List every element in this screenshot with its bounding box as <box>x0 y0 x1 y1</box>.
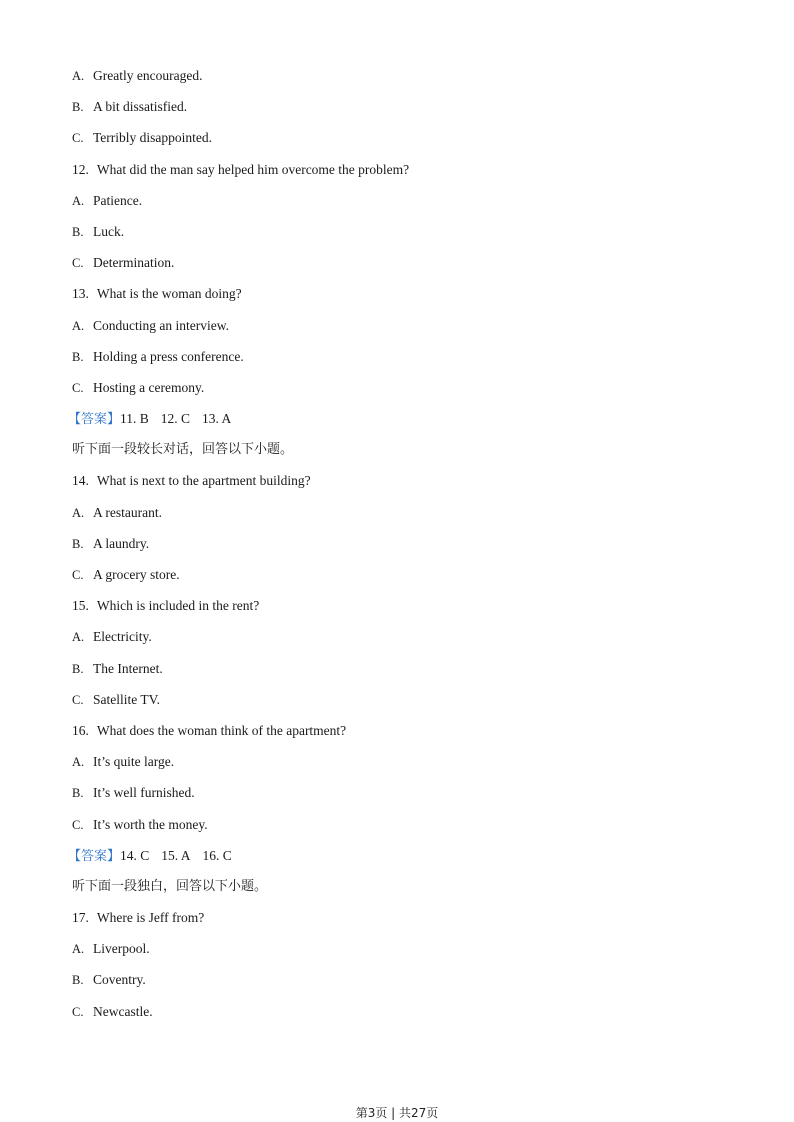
option-letter: C. <box>72 256 84 271</box>
option-letter: B. <box>72 349 84 364</box>
answer-option <box>72 627 732 658</box>
option-letter: A. <box>72 630 85 645</box>
option-letter: B. <box>72 224 84 239</box>
option-text: Patience. <box>93 192 143 208</box>
option-text: Conducting an interview. <box>93 317 229 333</box>
answer-option <box>72 970 732 1001</box>
option-letter: C. <box>72 568 84 582</box>
option-text: Luck. <box>93 223 125 239</box>
question <box>72 596 732 627</box>
answer-key <box>68 846 732 877</box>
answer-option <box>72 191 732 222</box>
option-text: It’s quite large. <box>93 754 175 770</box>
answer-option <box>72 939 732 970</box>
answer-option <box>72 815 732 846</box>
answer-option <box>72 128 732 159</box>
question-text: Which is included in the rent? <box>96 598 260 614</box>
answer-item: 15. A <box>161 847 191 863</box>
answer-option <box>72 783 732 814</box>
answer-label: 【答案】 <box>68 848 121 864</box>
option-text: The Internet. <box>93 660 163 676</box>
question <box>72 160 732 191</box>
answer-option <box>72 97 732 128</box>
answer-option <box>72 253 732 284</box>
answer-item: 14. C <box>120 847 150 863</box>
question-text: What does the woman think of the apartment? <box>96 722 347 738</box>
option-letter: B. <box>72 536 84 551</box>
answer-option <box>72 316 732 347</box>
option-letter: C. <box>72 380 84 395</box>
answer-option <box>72 222 732 253</box>
question <box>72 284 732 315</box>
option-text: Terribly disappointed. <box>93 130 213 146</box>
option-text: Determination. <box>93 255 175 271</box>
question-number: 16. <box>72 722 89 738</box>
option-letter: C. <box>72 131 84 146</box>
option-letter: B. <box>72 786 84 801</box>
question-number: 17. <box>72 910 89 926</box>
question <box>72 471 732 502</box>
answer-option <box>72 659 732 690</box>
option-letter: A. <box>72 318 85 333</box>
option-text: A laundry. <box>93 535 150 551</box>
option-letter: C. <box>72 692 84 707</box>
question-text: What did the man say helped him overcome the problem? <box>96 161 410 177</box>
option-text: Greatly encouraged. <box>93 68 203 83</box>
option-text: It’s worth the money. <box>93 816 208 832</box>
option-letter: A. <box>72 193 85 208</box>
option-letter: B. <box>72 661 84 676</box>
answer-option <box>72 565 732 596</box>
answer-option <box>72 752 732 783</box>
option-letter: B. <box>72 973 84 988</box>
option-text: Holding a press conference. <box>93 348 244 364</box>
option-text: Newcastle. <box>93 1003 153 1019</box>
answer-option <box>72 347 732 378</box>
page-content <box>68 66 732 1033</box>
question-number: 12. <box>72 161 89 177</box>
question-number: 14. <box>72 473 89 489</box>
answer-option <box>72 503 732 534</box>
option-text: Coventry. <box>93 972 146 988</box>
page-footer: 第3页 | 共27页 <box>355 1106 439 1120</box>
answer-item: 13. A <box>202 411 232 427</box>
answer-item: 16. C <box>202 847 232 863</box>
answer-item: 11. B <box>120 411 149 427</box>
option-letter: A. <box>72 69 85 83</box>
question <box>72 908 732 939</box>
option-text: Hosting a ceremony. <box>93 379 205 395</box>
question-text: Where is Jeff from? <box>96 910 205 926</box>
answer-option <box>72 1002 732 1033</box>
option-letter: C. <box>72 1004 84 1019</box>
option-text: It’s well furnished. <box>93 785 195 801</box>
answer-label: 【答案】 <box>68 412 121 428</box>
answer-key <box>68 409 732 440</box>
section-instruction: 听下面一段独白，回答以下小题。 <box>72 878 268 894</box>
option-letter: A. <box>72 942 85 957</box>
question-number: 15. <box>72 598 89 614</box>
option-letter: A. <box>72 505 85 520</box>
answer-option <box>72 66 732 97</box>
option-text: A grocery store. <box>93 567 180 582</box>
option-text: Liverpool. <box>93 941 150 957</box>
question-text: What is next to the apartment building? <box>96 473 311 489</box>
answer-option <box>72 534 732 565</box>
option-text: A bit dissatisfied. <box>93 99 188 115</box>
option-letter: B. <box>72 100 84 115</box>
answer-option <box>72 690 732 721</box>
question <box>72 721 732 752</box>
section-instruction: 听下面一段较长对话，回答以下小题。 <box>72 442 294 458</box>
question-text: What is the woman doing? <box>96 286 242 302</box>
answer-item: 12. C <box>160 411 191 427</box>
option-letter: A. <box>72 755 85 770</box>
option-text: Satellite TV. <box>93 691 160 707</box>
answer-option <box>72 378 732 409</box>
option-text: A restaurant. <box>93 504 162 520</box>
question-number: 13. <box>72 286 89 302</box>
option-letter: C. <box>72 817 84 832</box>
option-text: Electricity. <box>93 629 152 645</box>
